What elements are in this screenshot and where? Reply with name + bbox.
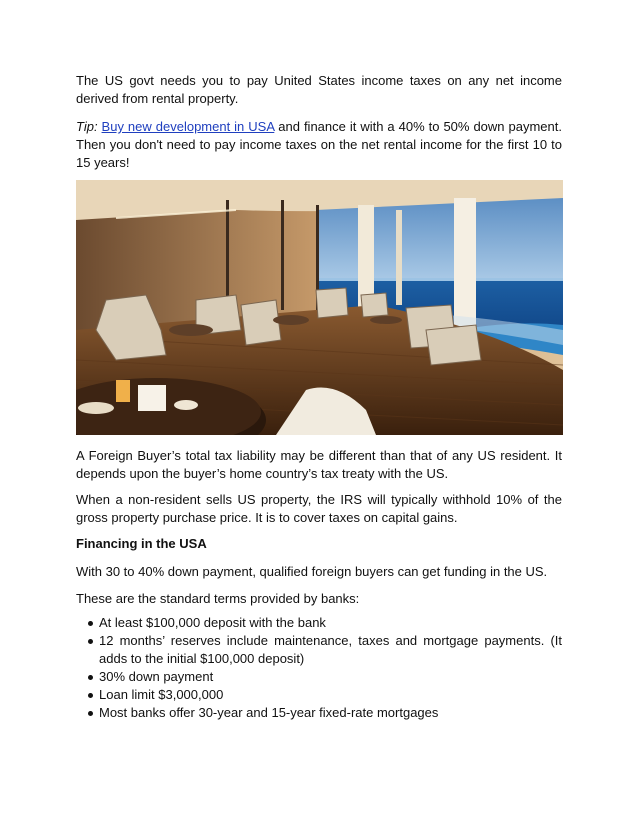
list-item [76,614,562,632]
tip-label: Tip: [76,119,98,134]
buy-new-development-link[interactable]: Buy new development in USA [101,119,275,134]
bullet-icon [88,675,93,680]
non-resident-paragraph: When a non-resident sells US property, the IRS will typically withhold 10% of the gross property purchase price. It is to cover taxes on capital gains. [76,492,562,525]
list-item-text: 12 months’ reserves include maintenance, taxes and mortgage payments. (It adds to the initial $100,000 deposit) [99,633,562,666]
foreign-buyer-paragraph: A Foreign Buyer’s total tax liability may be different than that of any US resident. It depends upon the buyer’s home country’s tax treaty with the US. [76,448,562,481]
list-item [76,668,562,686]
down-payment-paragraph: With 30 to 40% down payment, qualified foreign buyers can get funding in the US. [76,564,548,579]
financing-heading: Financing in the USA [76,536,207,551]
bank-terms-list [76,614,562,722]
list-item [76,632,562,668]
list-item [76,686,562,704]
bullet-icon [88,639,93,644]
list-item-text: Most banks offer 30-year and 15-year fixed-rate mortgages [99,705,439,720]
list-item-text: At least $100,000 deposit with the bank [99,615,326,630]
tip-rest: and finance it with a 40% to 50% down payment. Then you don't need to pay income taxes on the net rental income for the first 10 to 15 years! [76,119,562,170]
standard-terms-paragraph: These are the standard terms provided by banks: [76,591,360,606]
list-item [76,704,562,722]
intro-paragraph: The US govt needs you to pay United States income taxes on any net income derived from rental property. [76,73,562,106]
list-item-text: 30% down payment [99,669,214,684]
bullet-icon [88,711,93,716]
bullet-icon [88,621,93,626]
penthouse-terrace-photo [76,180,563,435]
tip-paragraph [76,118,562,172]
bullet-icon [88,693,93,698]
list-item-text: Loan limit $3,000,000 [99,687,224,702]
